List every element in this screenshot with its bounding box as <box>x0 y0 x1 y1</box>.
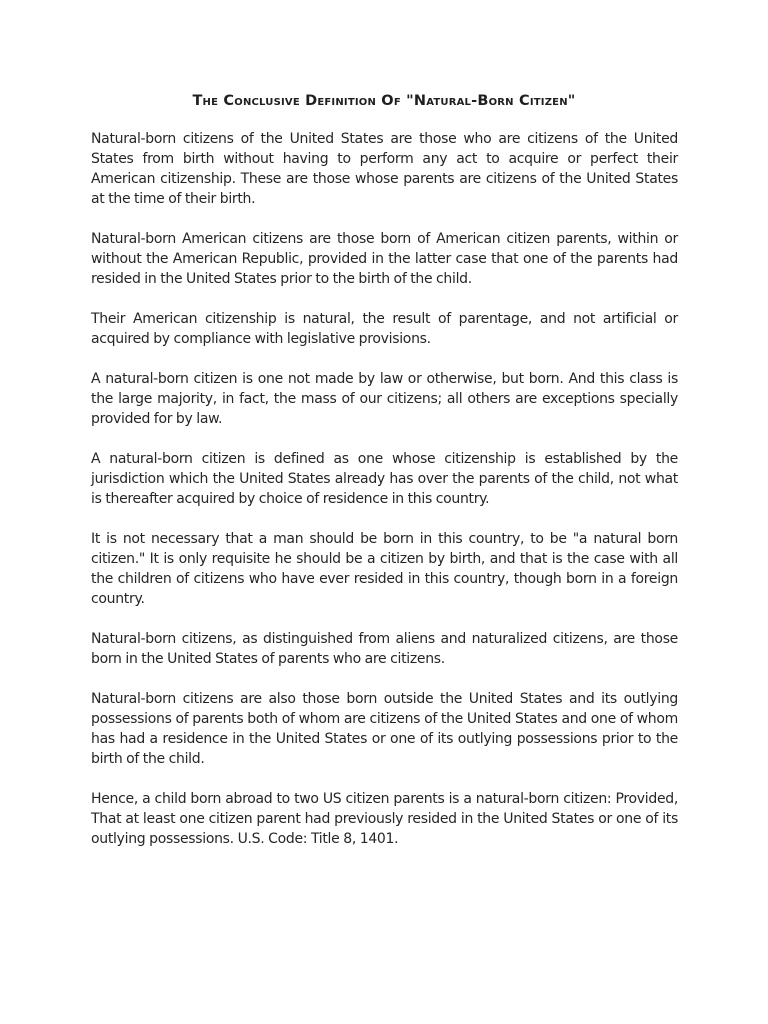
document-title: The Conclusive Definition Of "Natural-Born Citizen" <box>192 93 576 109</box>
paragraph-7: Natural-born citizens, as distinguished from aliens and naturalized citizens, are those born in the United States of parents who are citizens. <box>91 631 678 667</box>
paragraph-9: Hence, a child born abroad to two US citizen parents is a natural-born citizen: Provided, That at least one citizen parent had previously resided in the United States or one of its outlying possessions. U.S. Code: Title 8, 1401. <box>91 791 678 847</box>
document-body <box>91 129 678 869</box>
paragraph-1: Natural-born citizens of the United States are those who are citizens of the United States from birth without having to perform any act to acquire or perfect their American citizenship. These are those whose parents are citizens of the United States at the time of their birth. <box>91 131 678 207</box>
paragraph-5: A natural-born citizen is defined as one whose citizenship is established by the jurisdiction which the United States already has over the parents of the child, not what is thereafter acquired by choice of residence in this country. <box>91 451 678 507</box>
paragraph-2: Natural-born American citizens are those born of American citizen parents, within or without the American Republic, provided in the latter case that one of the parents had resided in the United States prior to the birth of the child. <box>91 231 678 287</box>
paragraph-6: It is not necessary that a man should be born in this country, to be "a natural born citizen." It is only requisite he should be a citizen by birth, and that is the case with all the children of citizens who have ever resided in this country, though born in a foreign country. <box>91 531 678 607</box>
paragraph-3: Their American citizenship is natural, the result of parentage, and not artificial or acquired by compliance with legislative provisions. <box>91 311 678 347</box>
paragraph-8: Natural-born citizens are also those born outside the United States and its outlying possessions of parents both of whom are citizens of the United States and one of whom has had a residence in the United States or one of its outlying possessions prior to the birth of the child. <box>91 691 678 767</box>
paragraph-4: A natural-born citizen is one not made by law or otherwise, but born. And this class is the large majority, in fact, the mass of our citizens; all others are exceptions specially provided for by law. <box>91 371 678 427</box>
